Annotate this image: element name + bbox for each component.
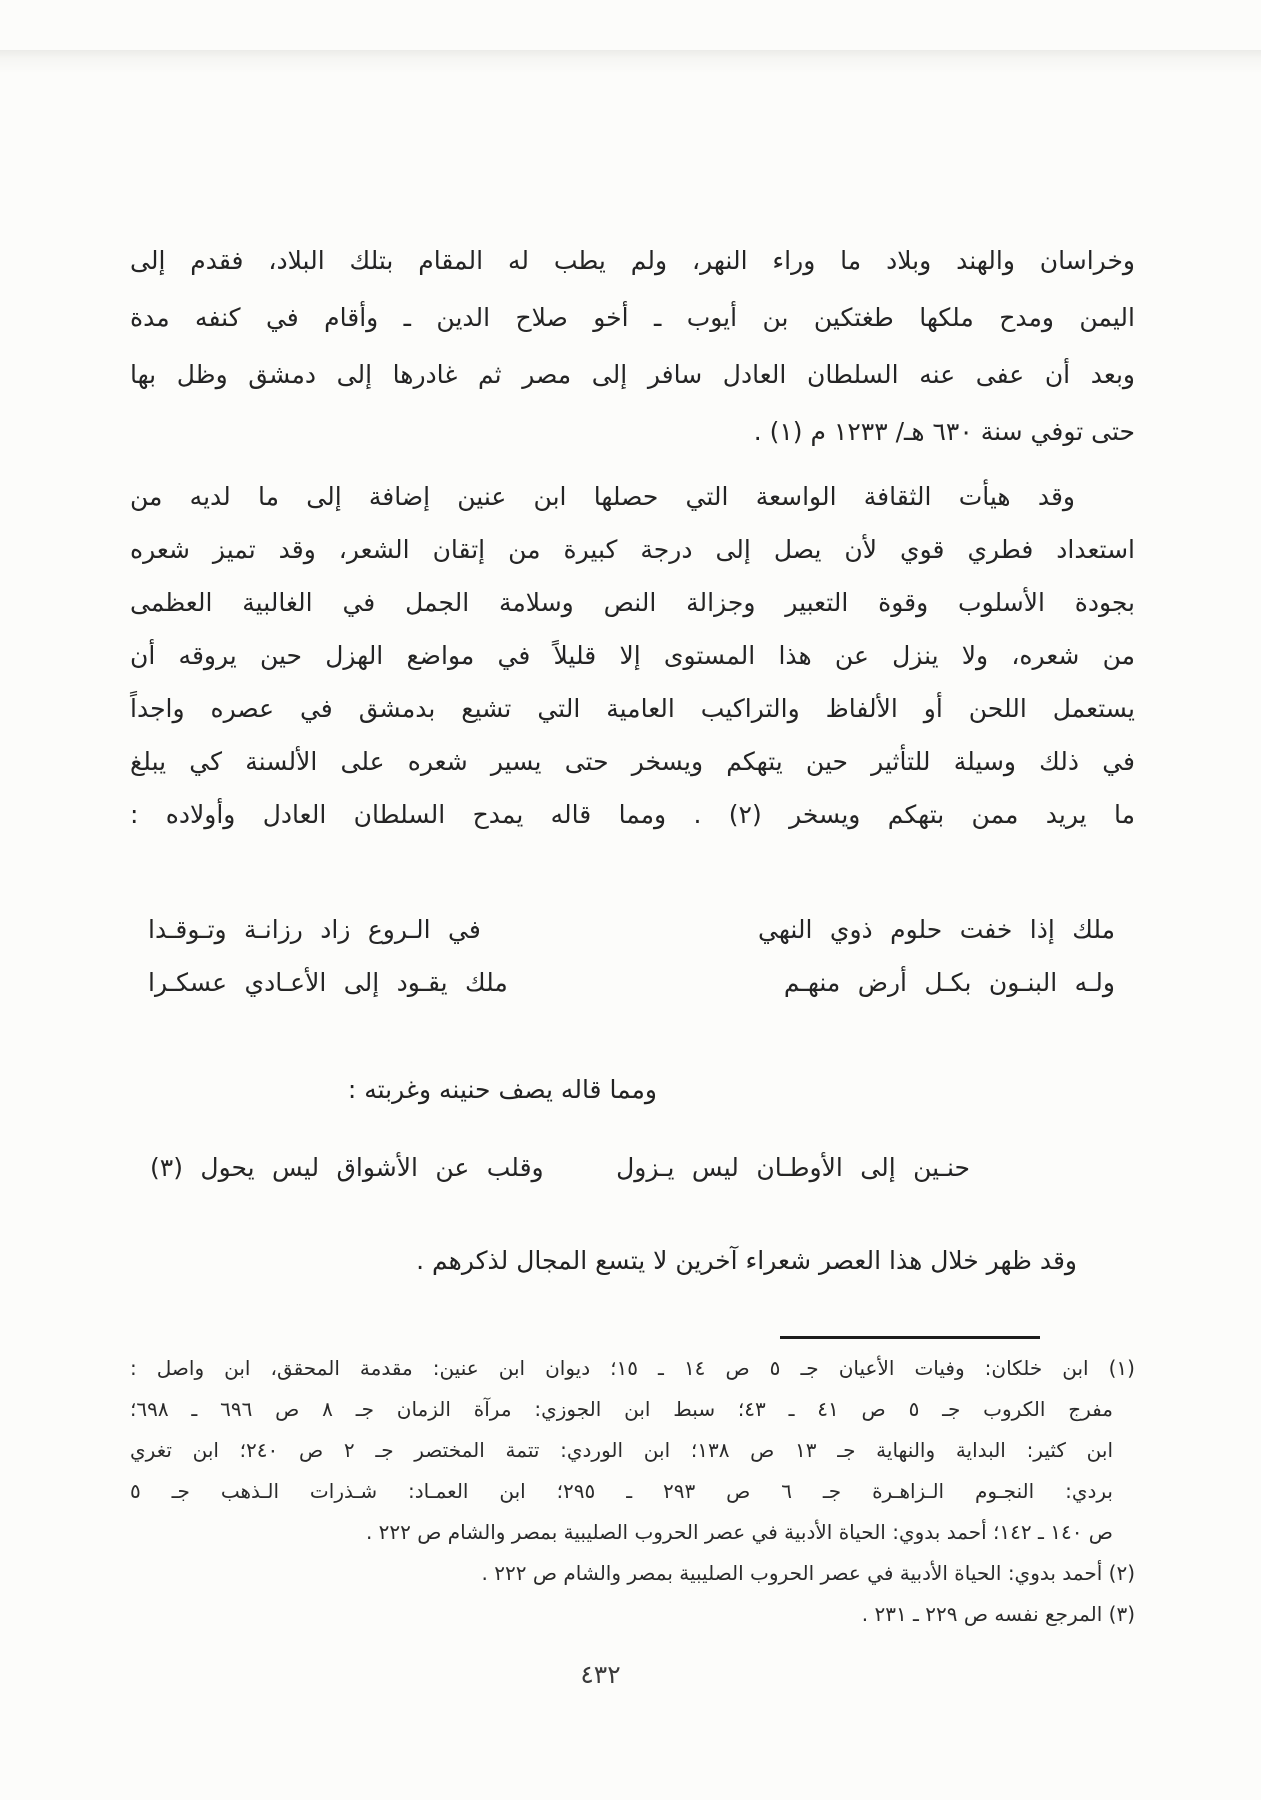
hemistich-right: ملك إذا خفت حلوم ذوي النهي (757, 915, 1115, 944)
text-line: وقد هيأت الثقافة الواسعة التي حصلها ابن عنين إضافة إلى ما لديه من (130, 482, 1075, 511)
text-line: استعداد فطري قوي لأن يصل إلى درجة كبيرة من إتقان الشعر، وقد تميز شعره (130, 535, 1135, 564)
verse-line (148, 956, 1115, 1009)
verse-line (150, 1141, 970, 1194)
page-number: ٤٣٢ (580, 1660, 621, 1689)
hemistich-left: في الـروع زاد رزانـة وتـوقـدا (148, 915, 481, 944)
hemistich-left: وقلب عن الأشواق ليس يحول (٣) (150, 1153, 544, 1182)
paragraph-culture (130, 470, 1135, 841)
paragraph-biography (130, 232, 1135, 460)
scan-artifact-band (0, 50, 1261, 74)
text-line: وخراسان والهند وبلاد ما وراء النهر، ولم يطب له المقام بتلك البلاد، فقدم إلى (130, 246, 1135, 275)
hemistich-right: ولـه البنـون بكـل أرض منهـم (783, 968, 1115, 997)
text-line: ومما قاله يصف حنينه وغربته : (347, 1075, 657, 1104)
footnotes (130, 1348, 1135, 1635)
footnote-separator (780, 1336, 1040, 1339)
footnote-line: (٣) المرجع نفسه ص ٢٢٩ ـ ٢٣١ . (861, 1602, 1135, 1626)
text-line: اليمن ومدح ملكها طغتكين بن أيوب ـ أخو صلاح الدين ـ وأقام في كنفه مدة (130, 303, 1135, 332)
text-line: في ذلك وسيلة للتأثير حين يتهكم ويسخر حتى يسير شعره على الألسنة كي يبلغ (130, 747, 1135, 776)
text-line: يستعمل اللحن أو الألفاظ والتراكيب العامية التي تشيع بدمشق في عصره واجداً (130, 694, 1135, 723)
footnote-line: بردي: النجـوم الـزاهـرة جـ ٦ ص ٢٩٣ ـ ٢٩٥؛ ابن العمـاد: شـذرات الـذهب جـ ٥ (130, 1479, 1114, 1503)
text-line: وقد ظهر خلال هذا العصر شعراء آخرين لا يتسع المجال لذكرهم . (416, 1246, 1077, 1275)
footnote-line: (٢) أحمد بدوي: الحياة الأدبية في عصر الحروب الصليبية بمصر والشام ص ٢٢٢ . (481, 1561, 1135, 1585)
footnote-line: (١) ابن خلكان: وفيات الأعيان جـ ٥ ص ١٤ ـ ١٥؛ ديوان ابن عنين: مقدمة المحقق، ابن واصل : (130, 1356, 1135, 1380)
footnote-line: مفرج الكروب جـ ٥ ص ٤١ ـ ٤٣؛ سبط ابن الجوزي: مرآة الزمان جـ ٨ ص ٦٩٦ ـ ٦٩٨؛ (130, 1397, 1113, 1421)
closing-line (130, 1238, 1135, 1283)
hemistich-left: ملك يقـود إلى الأعـادي عسكـرا (148, 968, 508, 997)
poem-intro-line (130, 1070, 1135, 1110)
footnote-line: ص ١٤٠ ـ ١٤٢؛ أحمد بدوي: الحياة الأدبية في عصر الحروب الصليبية بمصر والشام ص ٢٢٢ . (365, 1520, 1113, 1544)
poem-praise-al-adil (148, 903, 1115, 1009)
text-line: حتى توفي سنة ٦٣٠ هـ/ ١٢٣٣ م (١) . (753, 417, 1135, 446)
poem-nostalgia (150, 1141, 970, 1194)
footnote-line: ابن كثير: البداية والنهاية جـ ١٣ ص ١٣٨؛ ابن الوردي: تتمة المختصر جـ ٢ ص ٢٤٠؛ ابن تغري (130, 1438, 1113, 1462)
text-line: من شعره، ولا ينزل عن هذا المستوى إلا قليلاً في مواضع الهزل حين يروقه أن (130, 641, 1135, 670)
text-line: وبعد أن عفى عنه السلطان العادل سافر إلى مصر ثم غادرها إلى دمشق وظل بها (130, 360, 1135, 389)
text-line: ما يريد ممن بتهكم ويسخر (٢) . ومما قاله يمدح السلطان العادل وأولاده : (130, 800, 1135, 829)
verse-line (148, 903, 1115, 956)
hemistich-right: حنـين إلى الأوطـان ليس يـزول (616, 1153, 970, 1182)
text-line: بجودة الأسلوب وقوة التعبير وجزالة النص وسلامة الجمل في الغالبية العظمى (130, 588, 1135, 617)
